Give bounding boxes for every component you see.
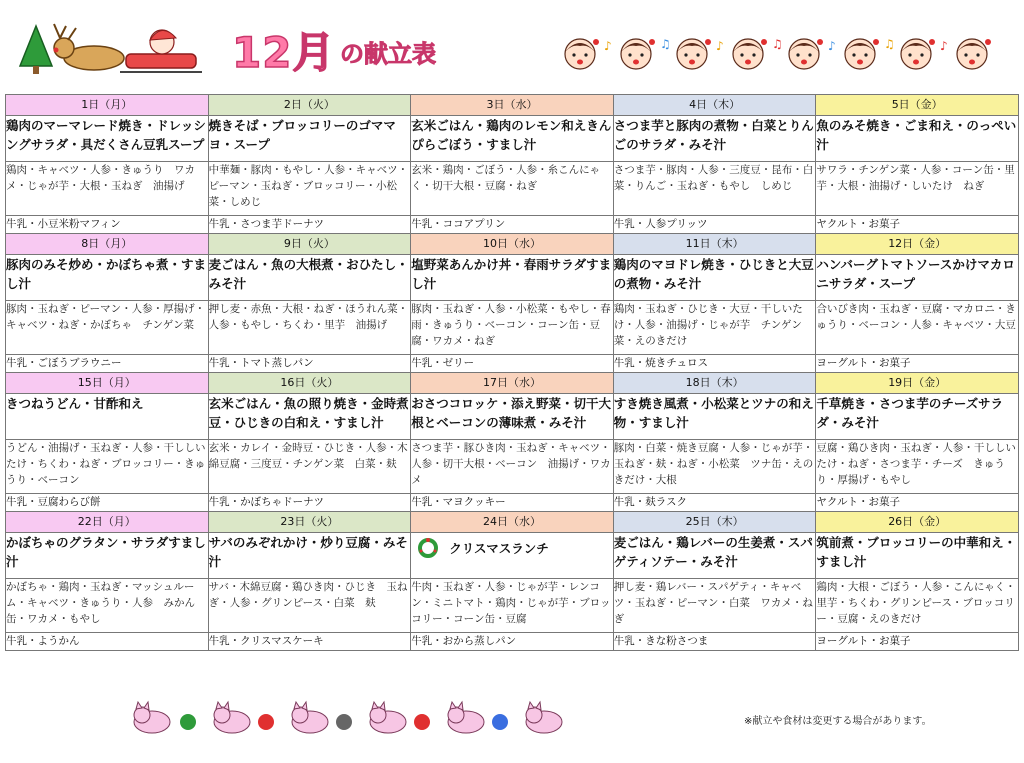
- menu-row-snack: [6, 355, 1019, 373]
- date-header-cell: 9日（火）: [208, 234, 411, 255]
- snack-cell: 牛乳・小豆米粉マフィン: [6, 216, 209, 234]
- svg-text:♪: ♪: [828, 39, 836, 53]
- menu-row-ingredients: [6, 162, 1019, 216]
- svg-text:♫: ♫: [772, 37, 783, 51]
- menu-row-ingredients: [6, 301, 1019, 355]
- snack-cell: ヤクルト・お菓子: [816, 494, 1019, 512]
- date-header-cell: 15日（月）: [6, 373, 209, 394]
- menu-row-snack: [6, 494, 1019, 512]
- dish-names-cell: すき焼き風煮・小松菜とツナの和え物・すまし汁: [613, 394, 816, 440]
- dish-names-cell: 玄米ごはん・鶏肉のレモン和えきんぴらごぼう・すまし汁: [411, 116, 614, 162]
- snack-cell: 牛乳・ごぼうブラウニー: [6, 355, 209, 373]
- date-header-cell: 17日（水）: [411, 373, 614, 394]
- ingredients-cell: 豚肉・玉ねぎ・ピーマン・人参・厚揚げ・キャベツ・ねぎ・かぼちゃ チンゲン菜: [6, 301, 209, 355]
- snack-cell: 牛乳・かぼちゃドーナツ: [208, 494, 411, 512]
- date-header-cell: 12日（金）: [816, 234, 1019, 255]
- dish-names-cell: おさつコロッケ・添え野菜・切干大根とベーコンの薄味煮・みそ汁: [411, 394, 614, 440]
- menu-row-date-header: [6, 373, 1019, 394]
- dish-names-cell: 豚肉のみそ炒め・かぼちゃ煮・すまし汁: [6, 255, 209, 301]
- ingredients-cell: 鶏肉・大根・ごぼう・人参・こんにゃく・里芋・ちくわ・グリンピース・ブロッコリー・豆腐・えのきだけ: [816, 579, 1019, 633]
- date-header-cell: 25日（木）: [613, 512, 816, 533]
- snack-cell: 牛乳・クリスマスケーキ: [208, 633, 411, 651]
- ingredients-cell: 鶏肉・玉ねぎ・ひじき・大豆・干しいたけ・人参・油揚げ・じゃが芋 チンゲン菜・えのきだけ: [613, 301, 816, 355]
- dish-names-cell: 玄米ごはん・魚の照り焼き・金時煮豆・ひじきの白和え・すまし汁: [208, 394, 411, 440]
- date-header-cell: 26日（金）: [816, 512, 1019, 533]
- dish-names-cell: 鶏肉のマヨドレ焼き・ひじきと大豆の煮物・みそ汁: [613, 255, 816, 301]
- dish-names-cell: 麦ごはん・鶏レバーの生姜煮・スパゲティソテー・みそ汁: [613, 533, 816, 579]
- page-title: の献立表: [340, 40, 436, 68]
- christmas-lunch: [411, 533, 613, 559]
- disclaimer-note: ※献立や食材は変更する場合があります。: [744, 716, 932, 727]
- snack-cell: 牛乳・トマト蒸しパン: [208, 355, 411, 373]
- menu-row-date-header: [6, 512, 1019, 533]
- dish-names-cell: 鶏肉のマーマレード焼き・ドレッシングサラダ・具だくさん豆乳スープ: [6, 116, 209, 162]
- date-header-cell: 23日（火）: [208, 512, 411, 533]
- date-header-cell: 5日（金）: [816, 95, 1019, 116]
- date-header-cell: 24日（水）: [411, 512, 614, 533]
- snack-cell: 牛乳・人参プリッツ: [613, 216, 816, 234]
- ingredients-cell: 玄米・カレイ・金時豆・ひじき・人参・木綿豆腐・三度豆・チンゲン菜 白菜・麸: [208, 440, 411, 494]
- menu-row-date-header: [6, 95, 1019, 116]
- dish-names-cell: ハンバーグトマトソースかけマカロニサラダ・スープ: [816, 255, 1019, 301]
- date-header-cell: 18日（木）: [613, 373, 816, 394]
- svg-text:♪: ♪: [940, 39, 948, 53]
- ingredients-cell: 豚肉・玉ねぎ・人参・小松菜・もやし・春雨・きゅうり・ベーコン・コーン缶・豆腐・ワカメ・ねぎ: [411, 301, 614, 355]
- dish-names-cell: かぼちゃのグラタン・サラダすまし汁: [6, 533, 209, 579]
- menu-row-dish-names: [6, 394, 1019, 440]
- menu-row-dish-names: [6, 255, 1019, 301]
- menu-row-snack: [6, 633, 1019, 651]
- svg-text:♪: ♪: [604, 39, 612, 53]
- ingredients-cell: かぼちゃ・鶏肉・玉ねぎ・マッシュルーム・キャベツ・きゅうり・人参 みかん缶・ワカメ・もやし: [6, 579, 209, 633]
- snack-cell: 牛乳・さつま芋ドーナツ: [208, 216, 411, 234]
- dish-names-cell: 魚のみそ焼き・ごま和え・のっぺい汁: [816, 116, 1019, 162]
- date-header-cell: 4日（木）: [613, 95, 816, 116]
- ingredients-cell: サバ・木綿豆腐・鶏ひき肉・ひじき 玉ねぎ・人参・グリンピース・白菜 麸: [208, 579, 411, 633]
- ingredients-cell: 押し麦・赤魚・大根・ねぎ・ほうれん菜・人参・もやし・ちくわ・里芋 油揚げ: [208, 301, 411, 355]
- snack-cell: 牛乳・きな粉さつま: [613, 633, 816, 651]
- dish-names-cell: 筑前煮・ブロッコリーの中華和え・すまし汁: [816, 533, 1019, 579]
- menu-row-dish-names: [6, 533, 1019, 579]
- ingredients-cell: 合いびき肉・玉ねぎ・豆腐・マカロニ・きゅうり・ベーコン・人参・キャベツ・大豆: [816, 301, 1019, 355]
- ingredients-cell: 豚肉・白菜・焼き豆腐・人参・じゃが芋・玉ねぎ・麸・ねぎ・小松菜 ツナ缶・えのきだけ・大根: [613, 440, 816, 494]
- ingredients-cell: 牛肉・玉ねぎ・人参・じゃが芋・レンコン・ミニトマト・鶏肉・じゃが芋・ブロッコリー・コーン缶・豆腐: [411, 579, 614, 633]
- snack-cell: 牛乳・ココアプリン: [411, 216, 614, 234]
- menu-row-date-header: [6, 234, 1019, 255]
- cats-yarn-icon: [130, 700, 570, 736]
- ingredients-cell: 鶏肉・キャベツ・人参・きゅうり ワカメ・じゃが芋・大根・玉ねぎ 油揚げ: [6, 162, 209, 216]
- snack-cell: 牛乳・ようかん: [6, 633, 209, 651]
- snack-cell: ヨーグルト・お菓子: [816, 633, 1019, 651]
- snack-cell: 牛乳・おから蒸しパン: [411, 633, 614, 651]
- snack-cell: 牛乳・豆腐わらび餅: [6, 494, 209, 512]
- date-header-cell: 8日（月）: [6, 234, 209, 255]
- dish-text: クリスマスランチ: [449, 540, 549, 556]
- ingredients-cell: うどん・油揚げ・玉ねぎ・人参・干ししいたけ・ちくわ・ねぎ・ブロッコリー・きゅうり・ベーコン: [6, 440, 209, 494]
- wreath-icon: [417, 537, 439, 559]
- menu-table: [5, 94, 1019, 651]
- ingredients-cell: サワラ・チンゲン菜・人参・コーン缶・里芋・大根・油揚げ・しいたけ ねぎ: [816, 162, 1019, 216]
- dish-names-cell: きつねうどん・甘酢和え: [6, 394, 209, 440]
- svg-text:♫: ♫: [660, 37, 671, 51]
- snack-cell: 牛乳・ゼリー: [411, 355, 614, 373]
- christmas-reindeer-sleigh-icon: [14, 18, 214, 80]
- dish-names-cell: サバのみぞれかけ・炒り豆腐・みそ汁: [208, 533, 411, 579]
- date-header-cell: 1日（月）: [6, 95, 209, 116]
- menu-row-dish-names: [6, 116, 1019, 162]
- dish-names-cell: 千草焼き・さつま芋のチーズサラダ・みそ汁: [816, 394, 1019, 440]
- svg-text:♪: ♪: [716, 39, 724, 53]
- ingredients-cell: さつま芋・豚肉・人参・三度豆・昆布・白菜・りんご・玉ねぎ・もやし しめじ: [613, 162, 816, 216]
- snack-cell: ヤクルト・お菓子: [816, 216, 1019, 234]
- ingredients-cell: 中華麺・豚肉・もやし・人参・キャベツ・ピーマン・玉ねぎ・ブロッコリー・小松菜・しめじ: [208, 162, 411, 216]
- menu-row-snack: [6, 216, 1019, 234]
- date-header-cell: 19日（金）: [816, 373, 1019, 394]
- ingredients-cell: 玄米・鶏肉・ごぼう・人参・糸こんにゃく・切干大根・豆腐・ねぎ: [411, 162, 614, 216]
- ingredients-cell: 押し麦・鶏レバー・スパゲティ・キャベツ・玉ねぎ・ピーマン・白菜 ワカメ・ねぎ: [613, 579, 816, 633]
- snack-cell: ヨーグルト・お菓子: [816, 355, 1019, 373]
- page-header: [0, 0, 1024, 92]
- ingredients-cell: さつま芋・豚ひき肉・玉ねぎ・キャベツ・人参・切干大根・ベーコン 油揚げ・ワカメ: [411, 440, 614, 494]
- svg-text:♫: ♫: [884, 37, 895, 51]
- dish-names-cell: 麦ごはん・魚の大根煮・おひたし・みそ汁: [208, 255, 411, 301]
- title-month: 12月: [232, 28, 336, 77]
- snack-cell: 牛乳・マヨクッキー: [411, 494, 614, 512]
- snack-cell: 牛乳・麸ラスク: [613, 494, 816, 512]
- date-header-cell: 2日（火）: [208, 95, 411, 116]
- date-header-cell: 11日（木）: [613, 234, 816, 255]
- dish-names-cell: さつま芋と豚肉の煮物・白菜とりんごのサラダ・みそ汁: [613, 116, 816, 162]
- date-header-cell: 3日（水）: [411, 95, 614, 116]
- dish-names-cell: [411, 533, 614, 579]
- menu-row-ingredients: [6, 440, 1019, 494]
- ingredients-cell: 豆腐・鶏ひき肉・玉ねぎ・人参・干ししいたけ・ねぎ・さつま芋・チーズ きゅうり・厚揚げ・もやし: [816, 440, 1019, 494]
- snack-cell: 牛乳・焼きチュロス: [613, 355, 816, 373]
- menu-row-ingredients: [6, 579, 1019, 633]
- dish-names-cell: 塩野菜あんかけ丼・春雨サラダすまし汁: [411, 255, 614, 301]
- date-header-cell: 10日（水）: [411, 234, 614, 255]
- date-header-cell: 16日（火）: [208, 373, 411, 394]
- singing-children-icon: [560, 34, 1016, 74]
- dish-names-cell: 焼きそば・ブロッコリーのゴママヨ・スープ: [208, 116, 411, 162]
- date-header-cell: 22日（月）: [6, 512, 209, 533]
